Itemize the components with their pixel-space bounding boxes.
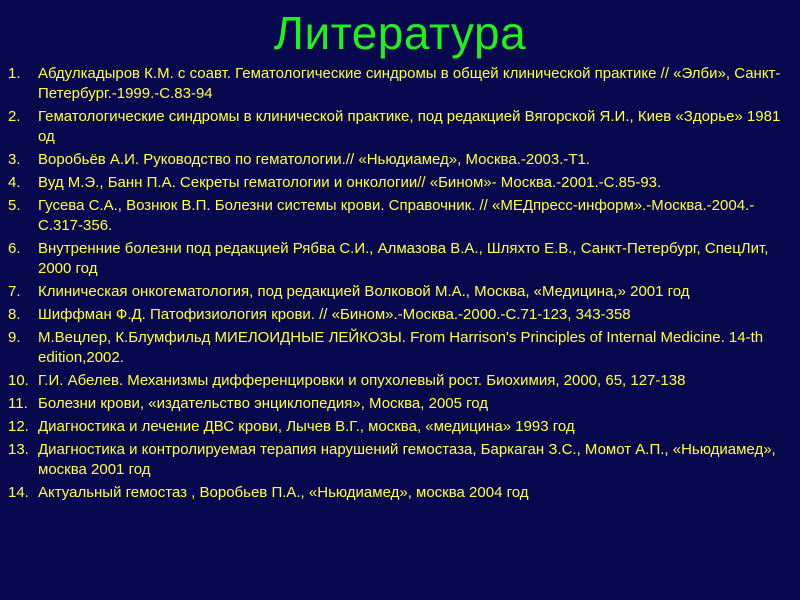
reference-item — [8, 150, 792, 170]
reference-item — [8, 371, 792, 391]
reference-item — [8, 64, 792, 104]
reference-text: Гематологические синдромы в клинической практике, под редакцией Вягорской Я.И., Киев «Здорье» 1981 од — [38, 108, 781, 145]
reference-item — [8, 394, 792, 414]
reference-number: 12. — [8, 418, 29, 435]
reference-number: 4. — [8, 174, 21, 191]
reference-number: 8. — [8, 306, 21, 323]
reference-text: Актуальный гемостаз , Воробьев П.А., «Ньюдиамед», москва 2004 год — [38, 484, 529, 501]
reference-text: Клиническая онкогематология, под редакцией Волковой М.А., Москва, «Медицина,» 2001 год — [38, 283, 690, 300]
reference-text: Абдулкадыров К.М. с соавт. Гематологические синдромы в общей клинической практике // «Элби», Санкт-Петербург.-1999.-С.83-94 — [38, 65, 781, 102]
reference-text: Внутренние болезни под редакцией Рябва С.И., Алмазова В.А., Шляхто Е.В., Санкт-Петербург, СпецЛит, 2000 год — [38, 240, 769, 277]
reference-text: Шиффман Ф.Д. Патофизиология крови. // «Бином».-Москва.-2000.-С.71-123, 343-358 — [38, 306, 631, 323]
reference-number: 13. — [8, 441, 29, 458]
reference-number: 5. — [8, 197, 21, 214]
reference-item — [8, 483, 792, 503]
reference-list — [8, 64, 792, 506]
reference-text: Вуд М.Э., Банн П.А. Секреты гематологии и онкологии// «Бином»- Москва.-2001.-С.85-93. — [38, 174, 662, 191]
reference-number: 6. — [8, 240, 21, 257]
reference-item — [8, 196, 792, 236]
reference-text: Гусева С.А., Вознюк В.П. Болезни системы крови. Справочник. // «МЕДпресс-информ».-Москва.-2004.-С.317-356. — [38, 197, 755, 234]
reference-number: 2. — [8, 108, 21, 125]
slide-title: Литература — [273, 7, 527, 59]
reference-text: Болезни крови, «издательство энциклопедия», Москва, 2005 год — [38, 395, 489, 412]
reference-number: 11. — [8, 395, 28, 412]
reference-item — [8, 417, 792, 437]
reference-number: 10. — [8, 372, 29, 389]
reference-number: 3. — [8, 151, 21, 168]
reference-text: М.Вецлер, К.Блумфильд МИЕЛОИДНЫЕ ЛЕЙКОЗЫ. From Harrison's Principles of Internal Medicine. 14-th edition,2002. — [38, 329, 764, 366]
reference-text: Воробьёв А.И. Руководство по гематологии.// «Ньюдиамед», Москва.-2003.-Т1. — [38, 151, 591, 168]
reference-text: Г.И. Абелев. Механизмы дифференцировки и опухолевый рост. Биохимия, 2000, 65, 127-138 — [38, 372, 686, 389]
reference-text: Диагностика и контролируемая терапия нарушений гемостаза, Баркаган З.С., Момот А.П., «Ньюдиамед», москва 2001 год — [38, 441, 776, 478]
reference-number: 1. — [8, 65, 21, 82]
reference-text: Диагностика и лечение ДВС крови, Лычев В.Г., москва, «медицина» 1993 год — [38, 418, 575, 435]
reference-item — [8, 107, 792, 147]
reference-item — [8, 282, 792, 302]
reference-item — [8, 239, 792, 279]
reference-number: 7. — [8, 283, 21, 300]
reference-item — [8, 328, 792, 368]
reference-item — [8, 305, 792, 325]
reference-item — [8, 173, 792, 193]
reference-number: 14. — [8, 484, 29, 501]
reference-item — [8, 440, 792, 480]
reference-number: 9. — [8, 329, 21, 346]
